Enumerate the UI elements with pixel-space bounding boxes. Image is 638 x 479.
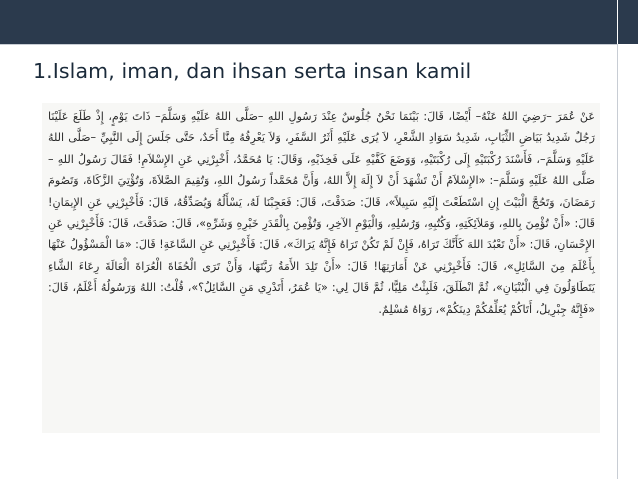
header-divider	[0, 44, 617, 45]
slide-header-bar	[0, 0, 617, 44]
slide-corner-accent	[618, 0, 638, 44]
side-divider	[617, 44, 618, 479]
hadith-text-image	[42, 103, 600, 433]
slide-title: 1.Islam, iman, dan ihsan serta insan kamil	[33, 59, 472, 83]
hadith-arabic-text: عَنْ عُمَرَ –رَضِيَ اللهُ عَنْهُ– أَيْضًا، قَالَ: بَيْنَمَا نَحْنُ جُلُوسٌ عِنْدَ رَسُولِ اللهِ –صَلَّى اللهُ عَلَيْهِ وَسَلَّمَ– ذَاتَ يَوْمٍ، إِذْ طَلَعَ عَلَيْنَا رَجُلٌ شَدِيدُ بَيَاضِ الثِّيَابِ، شَدِيدُ سَوَادِ الشَّعْرِ، لاَ يُرَى عَلَيْهِ أَثَرُ السَّفَرِ، وَلاَ يَعْرِفُهُ مِنَّا أَحَدٌ، حَتَّى جَلَسَ إِلَى النَّبِيِّ –صَلَّى اللهُ عَلَيْهِ وَسَلَّمَ–، فَأَسْنَدَ رُكْبَتَيْهِ إِلَى رُكْبَتَيْهِ، وَوَضَعَ كَفَّيْهِ عَلَى فَخِذَيْهِ، وَقَالَ: يَا مُحَمَّدُ، أَخْبِرْنِي عَنِ الإِسْلاَمِ! فَقَالَ رَسُولُ اللهِ –صَلَّى اللهُ عَلَيْهِ وَسَلَّمَ–: «الإِسْلاَمُ أَنْ تَشْهَدَ أَنْ لاَ إِلَهَ إِلاَّ اللهُ، وَأَنَّ مُحَمَّداً رَسُولُ اللهِ، وَتُقِيمَ الصَّلاَةَ، وَتُؤْتِيَ الزَّكَاةَ، وَتَصُومَ رَمَضَانَ، وَتَحُجَّ الْبَيْتَ إِنِ اسْتَطَعْتَ إِلَيْهِ سَبِيلاً»، قَالَ: صَدَقْتَ، قَالَ: فَعَجِبْنَا لَهُ، يَسْأَلُهُ وَيُصَدِّقُهُ، قَالَ: فَأَخْبِرْنِي عَنِ الإِيمَانِ! قَالَ: «أَنْ تُؤْمِنَ بِاللهِ، وَمَلاَئِكَتِهِ، وَكُتُبِهِ، وَرُسُلِهِ، وَالْيَوْمِ الآخِرِ، وَتُؤْمِنَ بِالْقَدَرِ خَيْرِهِ وَشَرِّهِ»، قَالَ: صَدَقْتَ، قَالَ: فَأَخْبِرْنِي عَنِ الإِحْسَانِ، قَالَ: «أَنْ تَعْبُدَ اللهَ كَأَنَّكَ تَرَاهُ، فَإِنْ لَمْ تَكُنْ تَرَاهُ فَإِنَّهُ يَرَاكَ»، قَالَ: فَأَخْبِرْنِي عَنِ السَّاعَةِ! قَالَ: «مَا الْمَسْؤُولُ عَنْهَا بِأَعْلَمَ مِنَ السَّائِلِ»، قَالَ: فَأَخْبِرْنِي عَنْ أَمَارَتِهَا! قَالَ: «أَنْ تَلِدَ الأَمَةُ رَبَّتَهَا، وَأَنْ تَرَى الْحُفَاةَ الْعُرَاةَ الْعَالَةَ رِعَاءَ الشَّاءِ يَتَطَاوَلُونَ فِي الْبُنْيَانِ»، ثُمَّ انْطَلَقَ، فَلَبِثْتُ مَلِيًّا، ثُمَّ قَالَ لِي: «يَا عُمَرُ، أَتَدْرِي مَنِ السَّائِلُ؟»، قُلْتُ: اللهُ وَرَسُولُهُ أَعْلَمُ، قَالَ: «فَإِنَّهُ جِبْرِيلُ، أَتَاكُمْ يُعَلِّمُكُمْ دِينَكُمْ»، رَوَاهُ مُسْلِمٌ.	[48, 110, 595, 316]
